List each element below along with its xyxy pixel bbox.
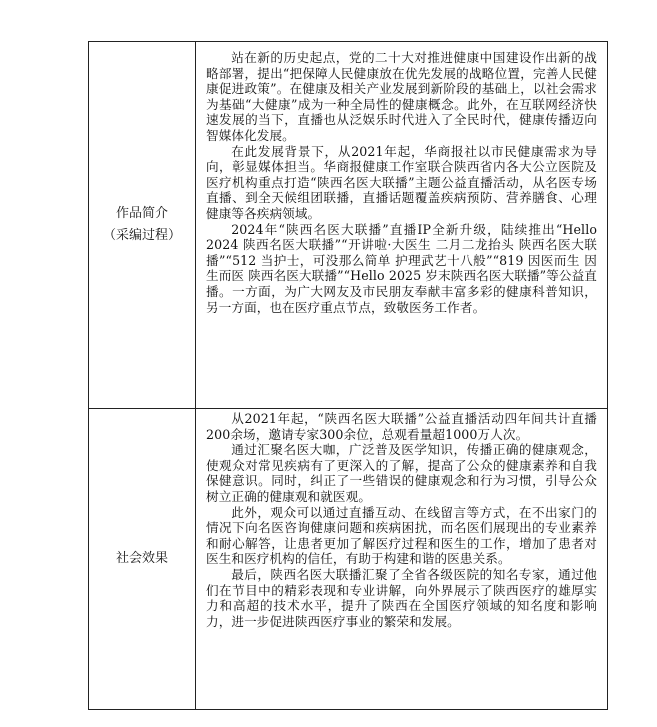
content-cell-social-effect [196,409,608,710]
table-row-introduction [89,42,608,409]
effect-paragraph-4: 最后，陕西名医大联播汇聚了全省各级医院的知名专家，通过他们在节目中的精彩表现和专业讲解，向外界展示了陕西医疗的雄厚实力和高超的技术水平，提升了陕西在全国医疗领域的知名度和影响力，进一步促进陕西医疗事业的繁荣和发展。 [206,566,597,629]
label-introduction: 作品简介 [115,206,168,221]
label-cell-social-effect [89,409,196,710]
label-introduction-sub: （采编过程） [102,228,181,243]
intro-paragraph-1: 站在新的历史起点，党的二十大对推进健康中国建设作出新的战略部署，提出“把保障人民健康放在优先发展的战略位置，完善人民健康促进政策”。在健康及相关产业发展到新阶段的基础上，以社会需求为基础“大健康”成为一种全局性的健康概念。此外，在互联网经济快速发展的当下，直播也从泛娱乐时代进入了全民时代，健康传播迈向智媒体化发展。 [206,50,597,143]
table-row-social-effect [89,409,608,710]
effect-paragraph-3: 此外，观众可以通过直播互动、在线留言等方式，在不出家门的情况下向名医咨询健康问题和疾病困扰，而名医们展现出的专业素养和耐心解答，让患者更加了解医疗过程和医生的工作，增加了患者对医生和医疗机构的信任，有助于构建和谐的医患关系。 [206,504,597,567]
content-cell-introduction [196,42,608,409]
label-social-effect: 社会效果 [115,551,168,566]
effect-paragraph-2: 通过汇聚名医大咖，广泛普及医学知识，传播正确的健康观念，使观众对常见疾病有了更深入的了解，提高了公众的健康素养和自我保健意识。同时，纠正了一些错误的健康观念和行为习惯，引导公众树立正确的健康观和就医观。 [206,442,597,504]
intro-paragraph-3: 2024年“陕西名医大联播”直播IP全新升级，陆续推出“Hello 2024 陕西名医大联播”“开讲啦·大医生 二月二龙抬头 陕西名医大联播”“512 当护士，可没那么简单 护理武艺十八般”“819 因医而生 因生而医 陕西名医大联播”“Hello 2025 岁末陕西名医大联播”等公益直播。一方面，为广大网友及市民朋友奉献丰富多彩的健康科普知识，另一方面，也在医疗重点节点，致敬医务工作者。 [206,221,597,315]
label-cell-introduction [89,42,196,409]
intro-paragraph-2: 在此发展背景下，从2021年起，华商报社以市民健康需求为导向，彰显媒体担当。华商报健康工作室联合陕西省内各大公立医院及医疗机构重点打造“陕西名医大联播”主题公益直播活动，从名医专场直播、到全天候组团联播，直播话题覆盖疾病预防、营养膳食、心理健康等各疾病领域。 [206,143,597,221]
effect-paragraph-1: 从2021年起，“陕西名医大联播”公益直播活动四年间共计直播200余场，邀请专家300余位，总观看量超1000万人次。 [206,411,597,442]
entry-form-table [88,41,608,710]
